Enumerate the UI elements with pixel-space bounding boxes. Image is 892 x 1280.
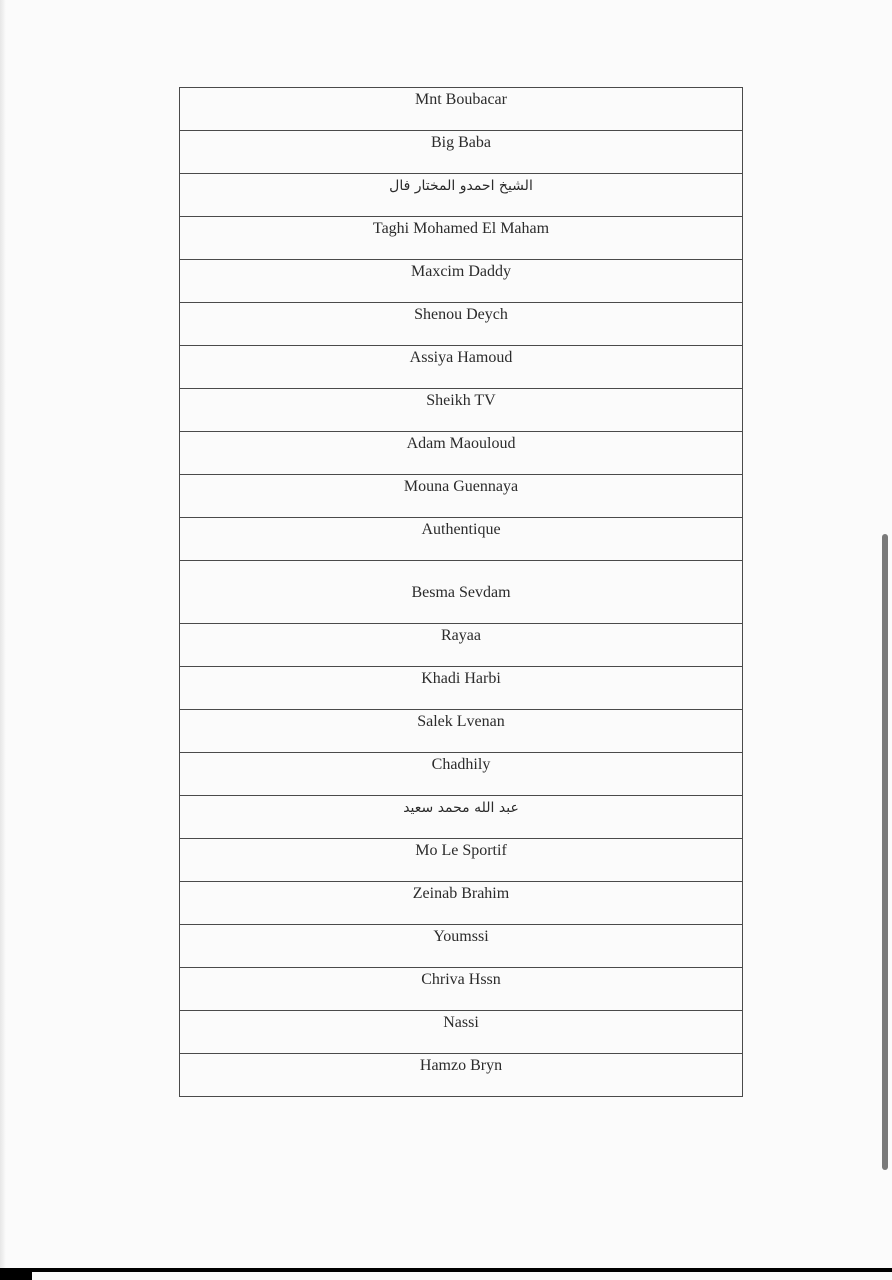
names-table [179,87,743,1097]
name-cell: Mnt Boubacar [180,88,743,131]
name-cell: Adam Maouloud [180,432,743,475]
table-row [180,303,743,346]
table-row [180,839,743,882]
table-row [180,432,743,475]
name-cell: Rayaa [180,624,743,667]
table-row [180,88,743,131]
bottom-bar-highlight [32,1272,892,1280]
name-cell: Chriva Hssn [180,968,743,1011]
table-row [180,925,743,968]
name-cell: Shenou Deych [180,303,743,346]
table-row [180,1011,743,1054]
table-row [180,624,743,667]
table-row [180,882,743,925]
table-row [180,518,743,561]
name-cell: Authentique [180,518,743,561]
name-cell: Zeinab Brahim [180,882,743,925]
name-cell: Maxcim Daddy [180,260,743,303]
name-cell: Nassi [180,1011,743,1054]
name-cell: Khadi Harbi [180,667,743,710]
table-row [180,710,743,753]
table-row [180,260,743,303]
table-row [180,561,743,624]
table-row [180,753,743,796]
name-cell: Besma Sevdam [180,561,743,624]
name-cell: عبد الله محمد سعيد [180,796,743,839]
table-row [180,475,743,518]
table-row [180,1054,743,1097]
name-cell: Salek Lvenan [180,710,743,753]
table-row [180,389,743,432]
table-row [180,968,743,1011]
scrollbar-track[interactable] [878,0,892,1268]
name-cell: Mo Le Sportif [180,839,743,882]
name-cell: Mouna Guennaya [180,475,743,518]
name-cell: الشيخ احمدو المختار فال [180,174,743,217]
table-row [180,217,743,260]
name-cell: Hamzo Bryn [180,1054,743,1097]
name-cell: Assiya Hamoud [180,346,743,389]
table-row [180,346,743,389]
table-row [180,667,743,710]
name-cell: Youmssi [180,925,743,968]
table-row [180,796,743,839]
page-edge-shadow [0,0,6,1268]
name-cell: Chadhily [180,753,743,796]
names-table-body [180,88,743,1097]
scrollbar-thumb[interactable] [882,534,888,1170]
name-cell: Big Baba [180,131,743,174]
name-cell: Sheikh TV [180,389,743,432]
name-cell: Taghi Mohamed El Maham [180,217,743,260]
table-row [180,131,743,174]
table-row [180,174,743,217]
